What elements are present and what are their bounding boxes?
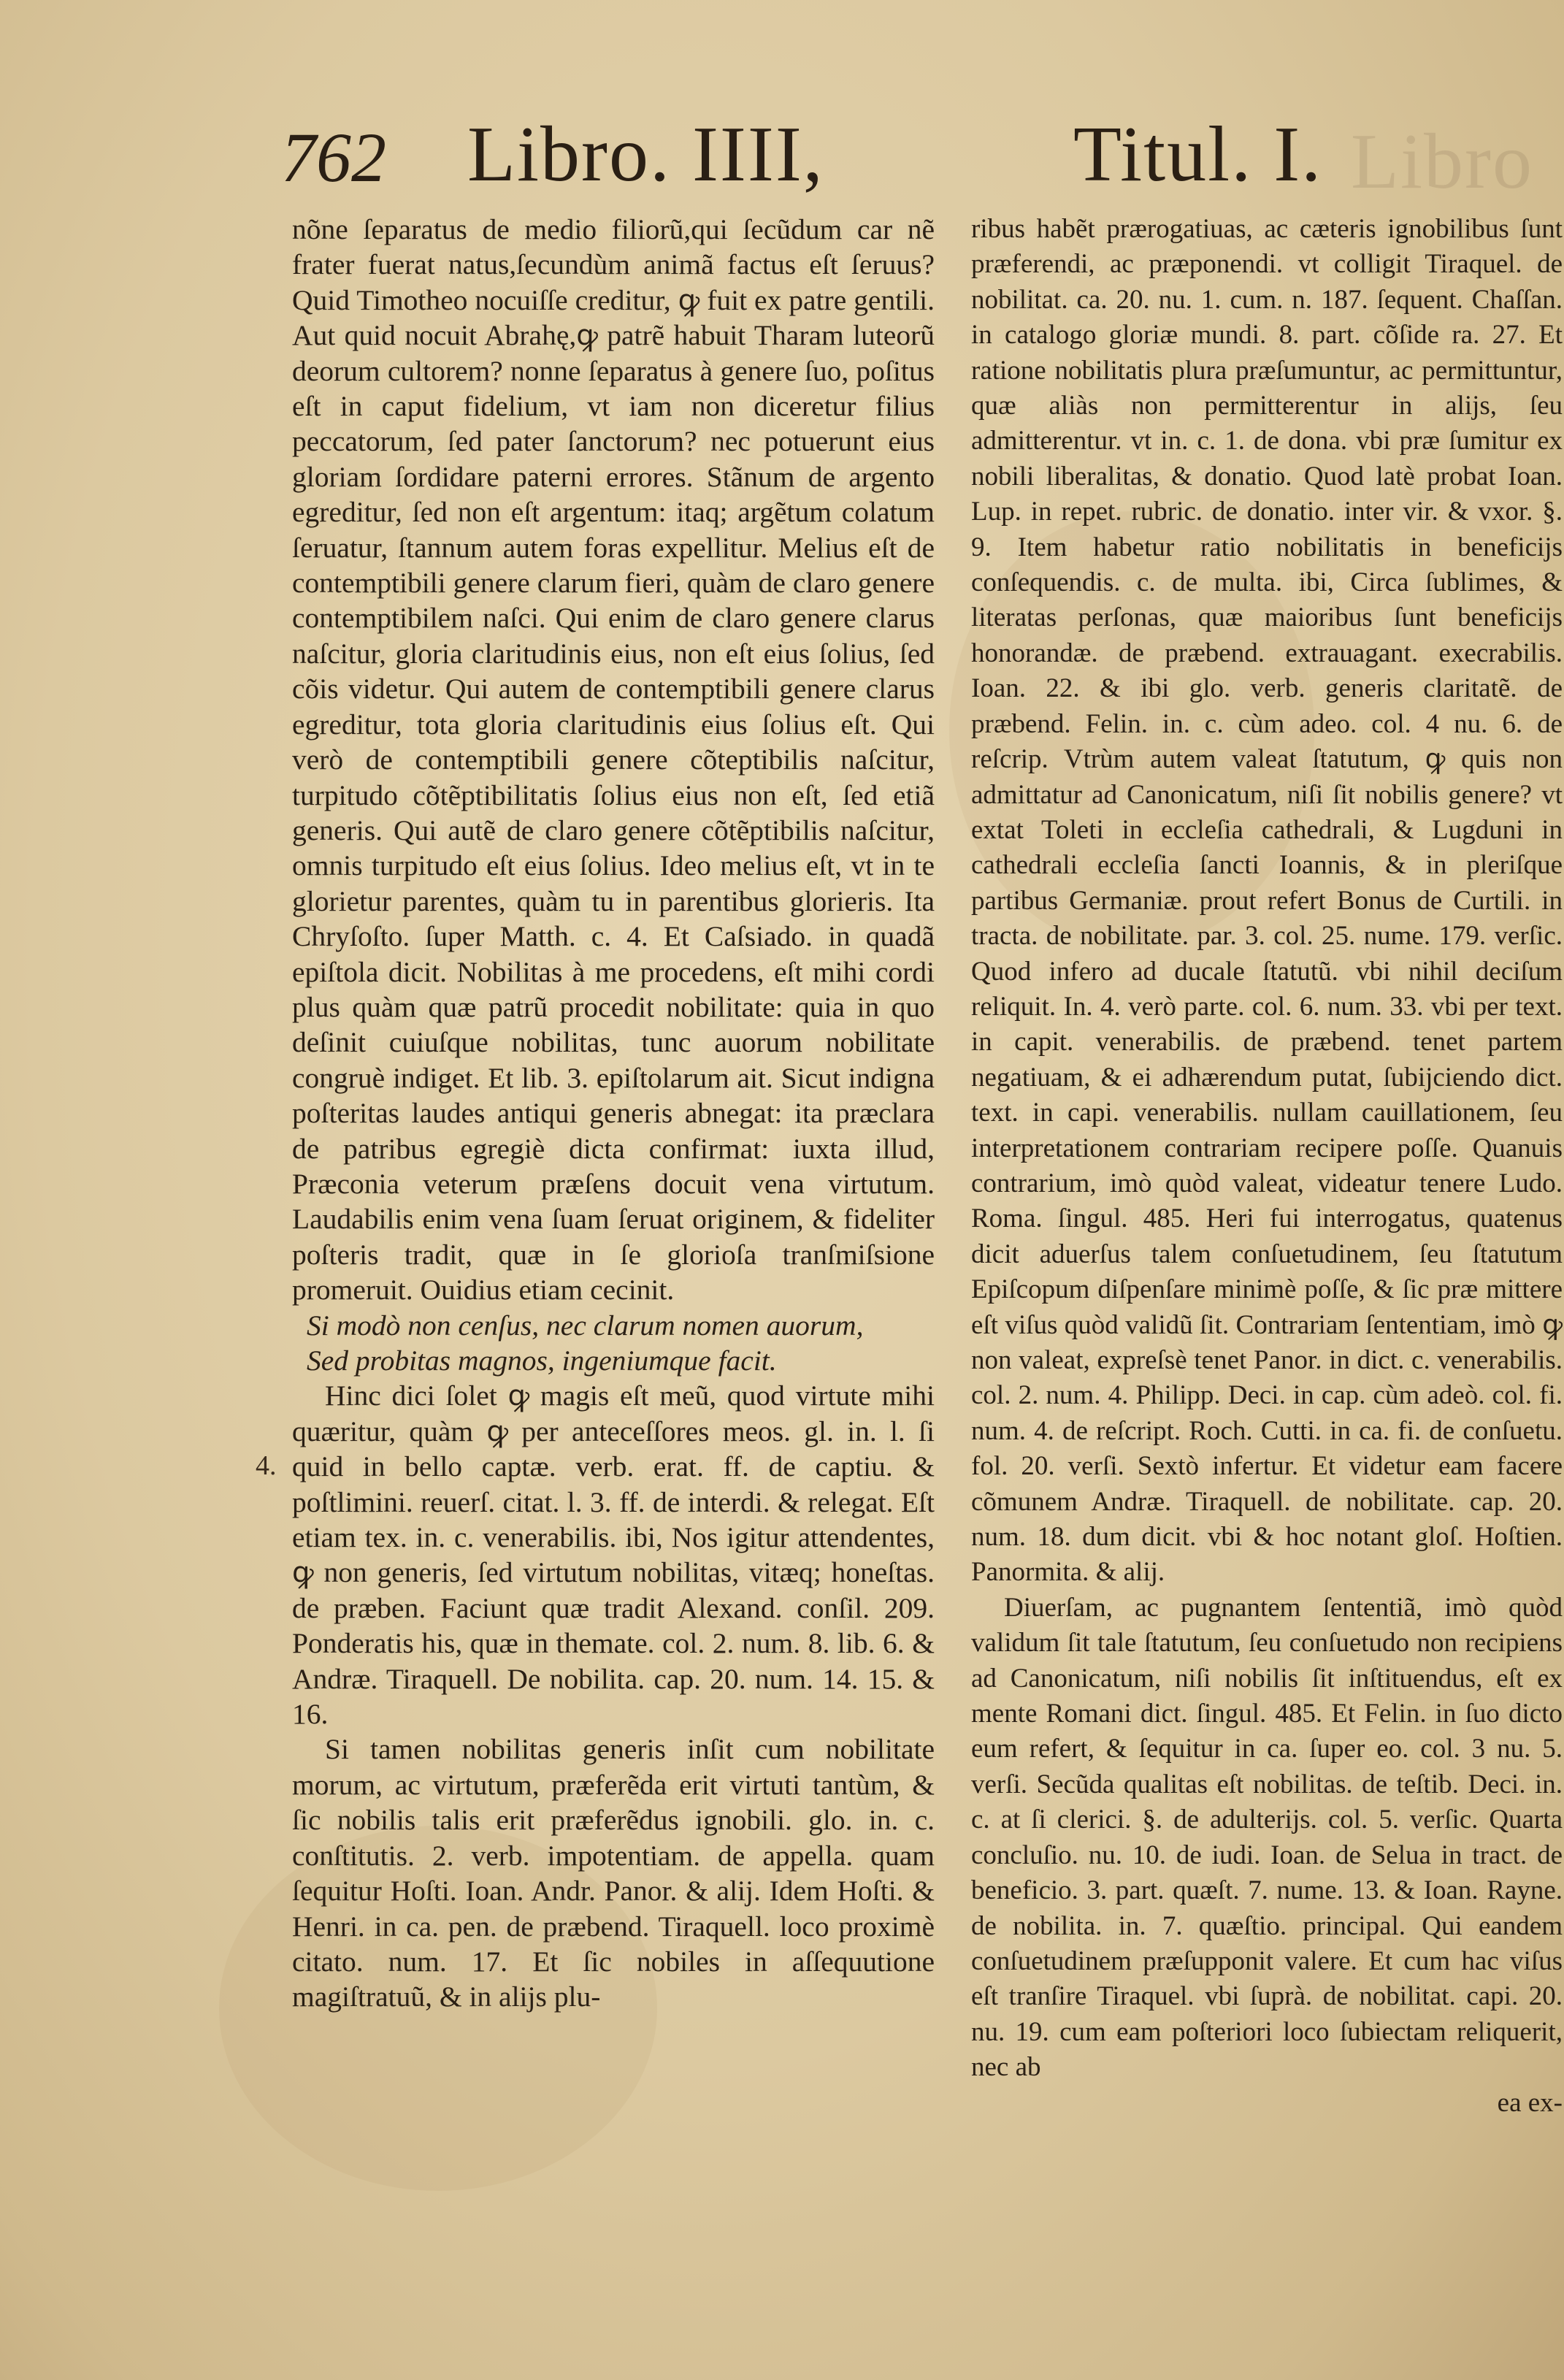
page-number: 762: [281, 118, 386, 196]
bleed-through-text: Libro: [1351, 118, 1533, 205]
right-column: [971, 212, 1563, 2257]
left-paragraph-1: nõne ſeparatus de medio filiorũ,qui ſecũdum car nẽ frater fuerat natus,ſecundùm animã factus eſt ſeruus? Quid Timotheo nocuiſſe creditur, ꝙ fuit ex patre gentili. Aut quid nocuit Abrahę,ꝙ patrẽ habuit Tharam luteorũ deorum cultorem? nonne ſeparatus à genere ſuo, poſitus eſt in caput fidelium, vt iam non diceretur filius peccatorum, ſed pater ſanctorum? nec potuerunt eius gloriam ſordidare paterni errores. Stãnum de argento egreditur, ſed non eſt argentum: itaq; argẽtum colatum ſeruatur, ſtannum autem foras expellitur. Melius eſt de contemptibili genere clarum fieri, quàm de claro genere contemptibilem naſci. Qui enim de claro genere clarus naſcitur, gloria claritudinis eius, non eſt eius ſolius, ſed cõis videtur. Qui autem de contemptibili genere clarus egreditur, tota gloria claritudinis eius ſolius eſt. Qui verò de contemptibili genere cõteptibilis naſcitur, turpitudo cõtẽptibilitatis ſolius eius non eſt, ſed etiã generis. Qui autẽ de claro genere cõtẽptibilis naſcitur, omnis turpitudo eſt eius ſolius. Ideo melius eſt, vt in te glorietur parentes, quàm tu in parentibus glorieris. Ita Chryſoſto. ſuper Matth. c. 4. Et Caſsiado. in quadã epiſtola dicit. Nobilitas à me procedens, eſt mihi cordi plus quàm quæ patrũ procedit nobilitate: quia in quo deſinit cuiuſque nobilitas, tunc auorum nobilitate congruè indiget. Et lib. 3. epiſtolarum ait. Sicut indigna poſteritas laudes antiqui generis abnegat: ita præclara de patribus egregiè dicta confirmat: iuxta illud, Præconia veterum præſens docuit vena virtutum. Laudabilis enim vena ſuam ſeruat originem, & fideliter poſteris tradit, quæ in ſe glorioſa tranſmiſsione promeruit. Ouidius etiam cecinit.: [292, 213, 935, 1306]
margin-note-number: 4.: [256, 1450, 277, 1481]
right-paragraph-2: Diuerſam, ac pugnantem ſententiã, imò quòd validum ſit tale ſtatutum, ſeu conſuetudo non recipiens ad Canonicatum, niſi nobilis ſit inſtituendus, eſt ex mente Romani dict. ſingul. 485. Et Felin. in ſuo dicto eum refert, & ſequitur in ca. ſuper eo. col. 3 nu. 5. verſi. Secũda qualitas eſt nobilitas. de teſtib. Deci. in. c. at ſi clerici. §. de adulterijs. col. 5. verſic. Quarta concluſio. nu. 10. de iudi. Ioan. de Selua in tract. de beneficio. 3. part. quæſt. 7. nume. 13. & Ioan. Rayne. de nobilita. in. 7. quæſtio. principal. Qui eandem conſuetudinem præſupponit valere. Et cum hac viſus eſt tranſire Tiraquel. vbi ſuprà. de nobilitat. capi. 20. nu. 19. cum eam poſteriori loco ſubiectam reliquerit, nec ab: [971, 1592, 1563, 2083]
left-column: [292, 212, 935, 2257]
right-paragraph-1: ribus habẽt prærogatiuas, ac cæteris ignobilibus ſunt præferendi, ac præponendi. vt colligit Tiraquel. de nobilitat. ca. 20. nu. 1. cum. n. 187. ſequent. Chaſſan. in catalogo gloriæ mundi. 8. part. cõſide ra. 27. Et ratione nobilitatis plura præſumuntur, ac permittuntur, quæ aliàs non permitterentur in alijs, ſeu admitterentur. vt in. c. 1. de dona. vbi præ ſumitur ex nobili liberalitas, & donatio. Quod latè probat Ioan. Lup. in repet. rubric. de donatio. inter vir. & vxor. §. 9. Item habetur ratio nobilitatis in beneficijs conſequendis. c. de multa. ibi, Circa ſublimes, & literatas perſonas, quæ maioribus ſunt beneficijs honorandæ. de præbend. extrauagant. execrabilis. Ioan. 22. & ibi glo. verb. generis claritatẽ. de præbend. Felin. in. c. cùm adeo. col. 4 nu. 6. de reſcrip. Vtrùm autem valeat ſtatutum, ꝙ quis non admittatur ad Canonicatum, niſi ſit nobilis genere? vt extat Toleti in eccleſia cathedrali, & Lugduni in cathedrali eccleſia ſancti Ioannis, & in pleriſque partibus Germaniæ. prout refert Bonus de Curtili. in tracta. de nobilitate. par. 3. col. 25. nume. 179. verſic. Quod infero ad ducale ſtatutũ. vbi nihil deciſum reliquit. In. 4. verò parte. col. 6. num. 33. vbi per text. in capit. venerabilis. de præbend. tenet partem negatiuam, & ei adhærendum putat, ſubijciendo dict. text. in capi. venerabilis. nullam cauillationem, ſeu interpretationem contrariam recipere poſſe. Quanuis contrarium, imò quòd valeat, videatur tenere Ludo. Roma. ſingul. 485. Heri fui interrogatus, quatenus dicit aduerſus talem conſuetudinem, ſeu ſtatutum Epiſcopum diſpenſare minimè poſſe, & ſic præ mittere eſt viſus quòd validũ ſit. Contrariam ſententiam, imò ꝙ non valeat, expreſsè tenet Panor. in dict. c. venerabilis. col. 2. num. 4. Philipp. Deci. in cap. cùm adeò. col. fi. num. 4. de reſcript. Roch. Cutti. in ca. fi. de conſuetu. fol. 20. verſi. Sextò infertur. Et videtur eam facere cõmunem Andræ. Tiraquell. de nobilitate. cap. 20. num. 18. dum dicit. vbi & hoc notant gloſ. Hoſtien. Panormita. & alij.: [971, 214, 1563, 1588]
catchword: ea ex-: [1497, 2087, 1563, 2118]
book-label: Libro. IIII,: [467, 111, 824, 198]
verse-line-1: Si modò non cenſus, nec clarum nomen auorum,: [307, 1309, 864, 1342]
running-header: [0, 110, 1564, 212]
left-paragraph-3: Si tamen nobilitas generis inſit cum nobilitate morum, ac virtutum, præferẽda erit virtuti tantùm, & ſic nobilis talis erit præferẽdus ignobili. glo. in. c. conſtitutis. 2. verb. impotentiam. de appella. quam ſequitur Hoſti. Ioan. Andr. Panor. & alij. Idem Hoſti. & Henri. in ca. pen. de præbend. Tiraquell. loco proximè citato. num. 17. Et ſic nobiles in aſſequutione magiſtratuũ, & in alijs plu-: [292, 1733, 935, 2013]
verse-line-2: Sed probitas magnos, ingeniumque facit.: [307, 1344, 777, 1377]
title-label: Titul. I.: [1073, 111, 1323, 198]
left-paragraph-2: Hinc dici ſolet ꝙ magis eſt meũ, quod virtute mihi quæritur, quàm ꝙ per anteceſſores meos. gl. in. l. ſi quid in bello captæ. verb. erat. ff. de captiu. & poſtlimini. reuerſ. citat. l. 3. ff. de interdi. & relegat. Eſt etiam tex. in. c. venerabilis. ibi, Nos igitur attendentes, ꝙ non generis, ſed virtutum nobilitas, vitæq; honeſtas. de præben. Faciunt quæ tradit Alexand. conſil. 209. Ponderatis his, quæ in themate. col. 2. num. 8. lib. 6. & Andræ. Tiraquell. De nobilita. cap. 20. num. 14. 15. & 16.: [292, 1380, 935, 1731]
